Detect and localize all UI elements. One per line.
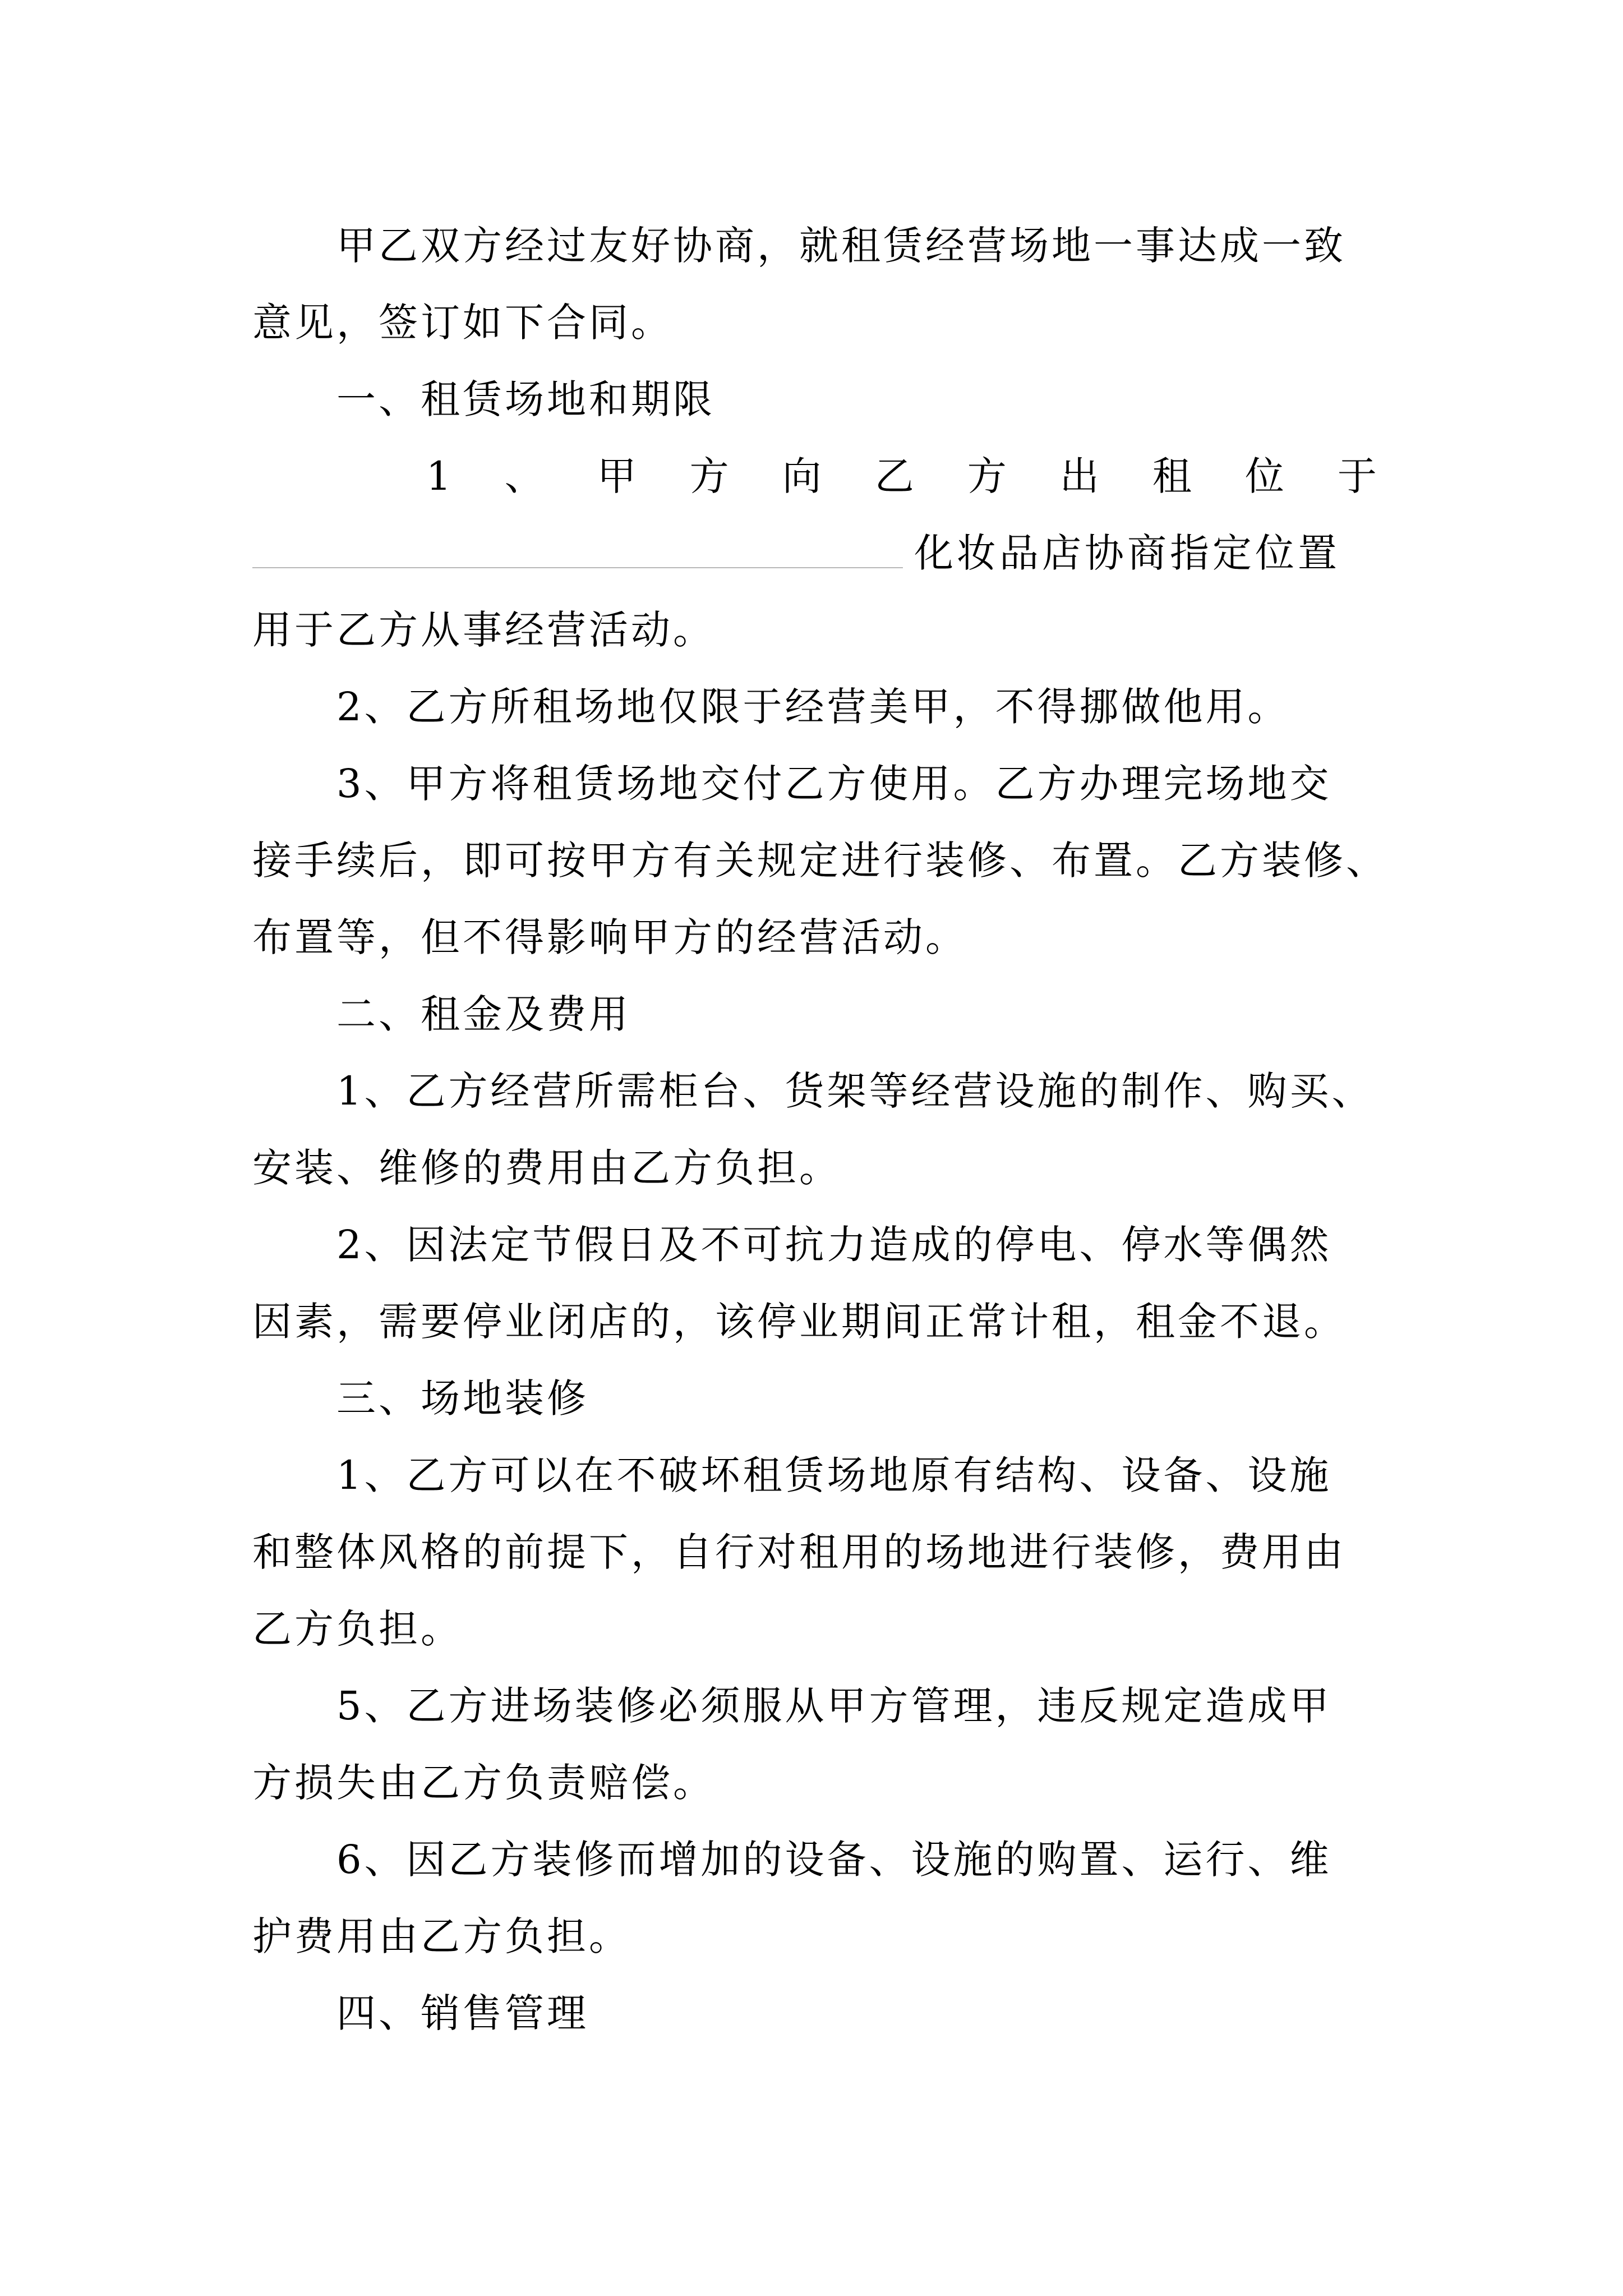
clause-1-3-line-3: 布置等，但不得影响甲方的经营活动。 xyxy=(252,914,967,960)
clause-1-1-line xyxy=(252,438,1377,515)
location-text: 化妆品店协商指定位置 xyxy=(914,530,1340,576)
clause-3-1-line-2: 和整体风格的前提下，自行对租用的场地进行装修，费用由 xyxy=(252,1529,1346,1575)
clause-1-1-char: 甲 xyxy=(597,453,637,499)
clause-3-5-line-2: 方损失由乙方负责赔偿。 xyxy=(252,1760,715,1806)
clause-3-6-line-2: 护费用由乙方负担。 xyxy=(252,1913,631,1959)
clause-2-2-line-1: 2、因法定节假日及不可抗力造成的停电、停水等偶然 xyxy=(336,1222,1332,1268)
clause-2-2-line-2: 因素，需要停业闭店的，该停业期间正常计租，租金不退。 xyxy=(252,1299,1346,1345)
clause-1-1-char: 1 xyxy=(426,453,451,499)
location-blank-field[interactable] xyxy=(252,567,903,568)
paragraph-line-2: 意见，签订如下合同。 xyxy=(252,300,673,346)
clause-1-1-char: 方 xyxy=(967,453,1007,499)
clause-1-3-line-1: 3、甲方将租赁场地交付乙方使用。乙方办理完场地交 xyxy=(336,761,1332,807)
clause-1-1-char: 乙 xyxy=(874,453,914,499)
paragraph-line-6: 用于乙方从事经营活动。 xyxy=(252,607,715,653)
clause-1-1-char: 租 xyxy=(1152,453,1192,499)
clause-2-1-line-1: 1、乙方经营所需柜台、货架等经营设施的制作、购买、 xyxy=(336,1068,1374,1114)
clause-1-1-char: 方 xyxy=(689,453,729,499)
clause-3-6-line-1: 6、因乙方装修而增加的设备、设施的购置、运行、维 xyxy=(336,1837,1332,1883)
section-heading-4: 四、销售管理 xyxy=(336,1990,589,2036)
clause-1-2: 2、乙方所租场地仅限于经营美甲，不得挪做他用。 xyxy=(336,684,1290,730)
clause-1-1-char: 、 xyxy=(504,453,544,499)
document-body xyxy=(252,208,1388,2052)
clause-1-1-char: 位 xyxy=(1244,453,1284,499)
clause-3-1-line-1: 1、乙方可以在不破坏租赁场地原有结构、设备、设施 xyxy=(336,1452,1332,1498)
clause-1-1-char: 出 xyxy=(1059,453,1099,499)
clause-1-1-char: 于 xyxy=(1337,453,1377,499)
location-line xyxy=(252,515,1377,592)
paragraph-line-1: 甲乙双方经过友好协商，就租赁经营场地一事达成一致 xyxy=(336,223,1346,269)
clause-1-1-char: 向 xyxy=(782,453,822,499)
section-heading-2: 二、租金及费用 xyxy=(336,991,631,1037)
section-heading-1: 一、租赁场地和期限 xyxy=(336,376,715,422)
clause-3-5-line-1: 5、乙方进场装修必须服从甲方管理，违反规定造成甲 xyxy=(336,1683,1332,1729)
clause-2-1-line-2: 安装、维修的费用由乙方负担。 xyxy=(252,1145,841,1191)
section-heading-3: 三、场地装修 xyxy=(336,1375,589,1421)
clause-3-1-line-3: 乙方负担。 xyxy=(252,1606,463,1652)
clause-1-3-line-2: 接手续后，即可按甲方有关规定进行装修、布置。乙方装修、 xyxy=(252,838,1388,884)
